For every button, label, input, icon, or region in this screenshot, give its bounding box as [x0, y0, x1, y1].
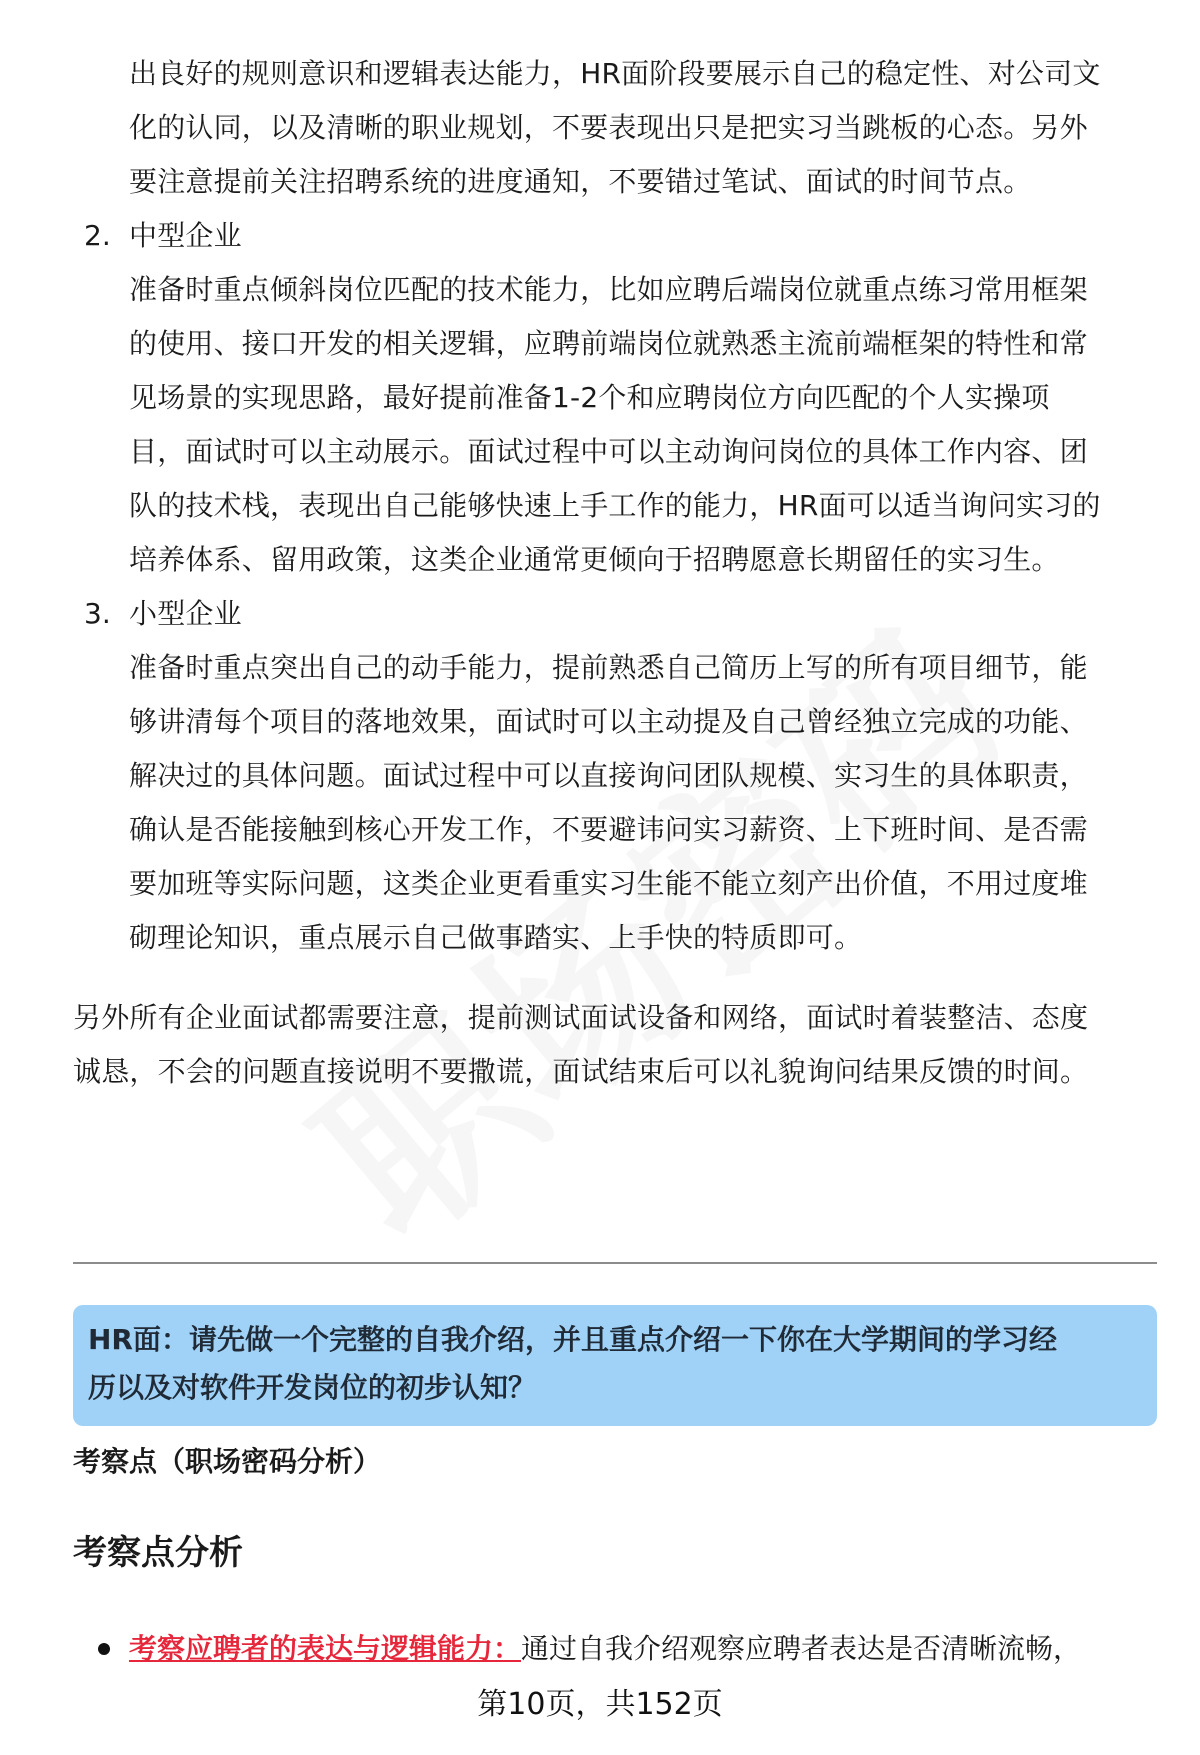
bullet-text: 通过自我介绍观察应聘者表达是否清晰流畅， [521, 1632, 1082, 1665]
list-number: 2. [84, 219, 111, 252]
paragraph-line: 解决过的具体问题。面试过程中可以直接询问团队规模、实习生的具体职责， [129, 759, 1088, 792]
paragraph-line: 队的技术栈，表现出自己能够快速上手工作的能力，HR面可以适当询问实习的 [129, 489, 1101, 522]
section-heading: 考察点分析 [73, 1533, 243, 1573]
paragraph-line: 目，面试时可以主动展示。面试过程中可以主动询问岗位的具体工作内容、团 [129, 435, 1088, 468]
paragraph-line: 的使用、接口开发的相关逻辑，应聘前端岗位就熟悉主流前端框架的特性和常 [129, 327, 1088, 360]
subheading: 考察点（职场密码分析） [73, 1445, 382, 1478]
paragraph-line: 要加班等实际问题，这类企业更看重实习生能不能立刻产出价值，不用过度堆 [129, 867, 1088, 900]
paragraph-line: 见场景的实现思路，最好提前准备1-2个和应聘岗位方向匹配的个人实操项 [129, 381, 1050, 414]
list-item-title: 中型企业 [129, 219, 242, 252]
bullet-icon [98, 1643, 110, 1655]
paragraph-line: 准备时重点突出自己的动手能力，提前熟悉自己简历上写的所有项目细节，能 [129, 651, 1088, 684]
paragraph-line: 培养体系、留用政策，这类企业通常更倾向于招聘愿意长期留任的实习生。 [129, 543, 1060, 576]
paragraph-line: 诚恳，不会的问题直接说明不要撒谎，面试结束后可以礼貌询问结果反馈的时间。 [73, 1055, 1089, 1088]
paragraph-line: 够讲清每个项目的落地效果，面试时可以主动提及自己曾经独立完成的功能、 [129, 705, 1088, 738]
paragraph-line: 确认是否能接触到核心开发工作，不要避讳问实习薪资、上下班时间、是否需 [129, 813, 1088, 846]
question-text: 历以及对软件开发岗位的初步认知？ [88, 1371, 537, 1404]
list-item-title: 小型企业 [129, 597, 242, 630]
page-footer: 第10页，共152页 [477, 1687, 723, 1722]
paragraph-line: 化的认同，以及清晰的职业规划，不要表现出只是把实习当跳板的心态。另外 [129, 111, 1088, 144]
bullet-label: 考察应聘者的表达与逻辑能力： [129, 1632, 522, 1665]
horizontal-divider [73, 1262, 1157, 1264]
paragraph-line: 出良好的规则意识和逻辑表达能力，HR面阶段要展示自己的稳定性、对公司文 [129, 57, 1101, 90]
paragraph-line: 要注意提前关注招聘系统的进度通知，不要错过笔试、面试的时间节点。 [129, 165, 1032, 198]
list-number: 3. [84, 597, 111, 630]
paragraph-line: 另外所有企业面试都需要注意，提前测试面试设备和网络，面试时着装整洁、态度 [73, 1001, 1089, 1034]
paragraph-line: 砌理论知识，重点展示自己做事踏实、上手快的特质即可。 [129, 921, 863, 954]
paragraph-line: 准备时重点倾斜岗位匹配的技术能力，比如应聘后端岗位就重点练习常用框架 [129, 273, 1088, 306]
question-text: HR面：请先做一个完整的自我介绍，并且重点介绍一下你在大学期间的学习经 [88, 1323, 1057, 1356]
bullet-item [129, 1631, 1081, 1667]
